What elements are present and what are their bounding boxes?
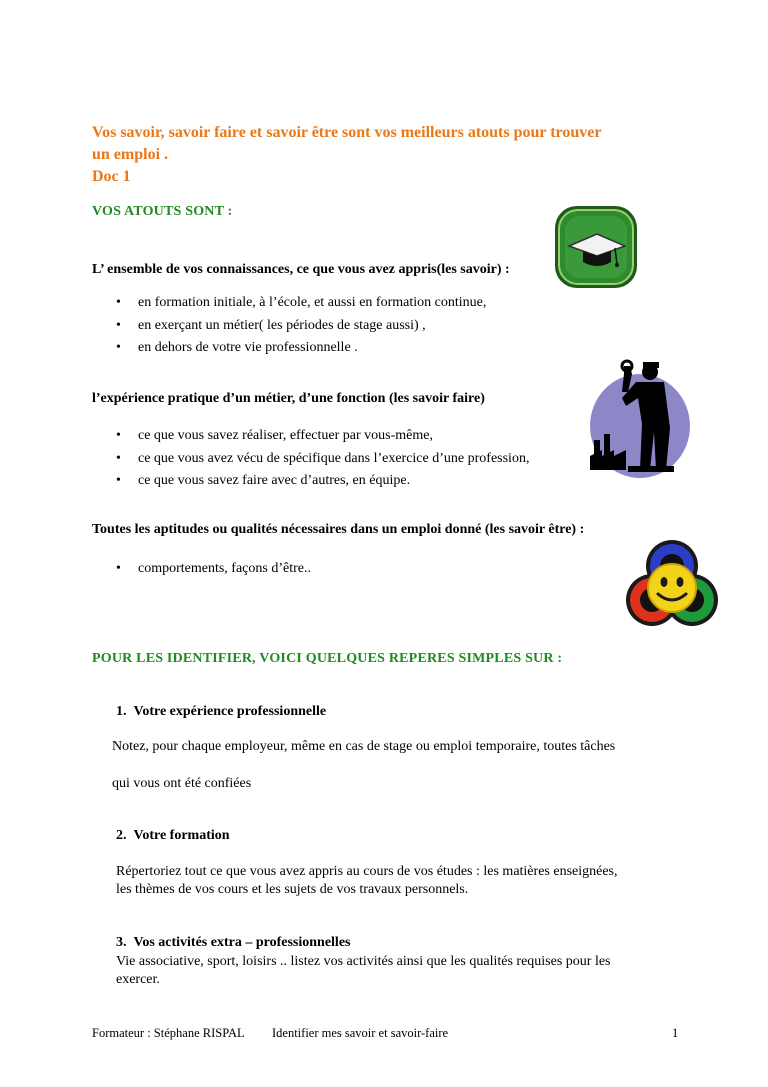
footer-doc-title: Identifier mes savoir et savoir-faire [272,1026,449,1040]
list-item: • ce que vous savez faire avec d’autres, en équipe. [116,473,411,488]
savoir-faire-heading: l’expérience pratique d’un métier, d’une fonction (les savoir faire) [92,391,485,406]
list-item: • en exerçant un métier( les périodes de stage aussi) , [116,317,426,333]
section-3-line-2: exercer. [116,972,160,987]
section-1-title: 1. Votre expérience professionnelle [116,704,327,719]
section-3-line-1: Vie associative, sport, loisirs .. listez vos activités ainsi que les qualités requises pour les [116,954,611,969]
section-1-line-1: Notez, pour chaque employeur, même en cas de stage ou emploi temporaire, toutes tâches [112,739,616,754]
list-item: • comportements, façons d’être.. [116,561,311,576]
footer-page-number: 1 [672,1026,679,1040]
reperes-heading: POUR LES IDENTIFIER, VOICI QUELQUES REPERES SIMPLES SUR : [92,651,563,666]
section-2-title: 2. Votre formation [116,828,230,843]
footer-author: Formateur : Stéphane RISPAL [92,1026,245,1040]
list-item: • en dehors de votre vie professionnelle . [116,340,358,355]
savoir-list [92,292,486,360]
worker-factory-icon [588,358,692,478]
savoir-heading: L’ ensemble de vos connaissances, ce que vous avez appris(les savoir) : [92,262,510,277]
smiley-icon [624,538,720,634]
graduation-cap-icon [553,204,639,290]
savoir-etre-list [92,558,311,581]
savoir-faire-list [92,425,529,493]
section-2-line-2: les thèmes de vos cours et les sujets de vos travaux personnels. [116,882,469,897]
section-3-title: 3. Vos activités extra – professionnelles [116,935,351,950]
list-item: • en formation initiale, à l’école, et aussi en formation continue, [116,295,487,310]
list-item: • ce que vous avez vécu de spécifique dans l’exercice d’une profession, [116,450,530,466]
title-line-3: Doc 1 [92,168,131,185]
section-2-line-1: Répertoriez tout ce que vous avez appris au cours de vos études : les matières enseignées, [116,864,618,879]
atouts-heading: VOS ATOUTS SONT : [92,204,233,219]
savoir-etre-heading: Toutes les aptitudes ou qualités nécessaires dans un emploi donné (les savoir être) : [92,522,585,537]
title-line-1: Vos savoir, savoir faire et savoir être sont vos meilleurs atouts pour trouver [92,124,602,141]
title-line-2: un emploi . [92,146,169,163]
document-title [92,122,692,188]
list-item: • ce que vous savez réaliser, effectuer par vous-même, [116,428,433,443]
section-1-line-2: qui vous ont été confiées [112,776,252,791]
